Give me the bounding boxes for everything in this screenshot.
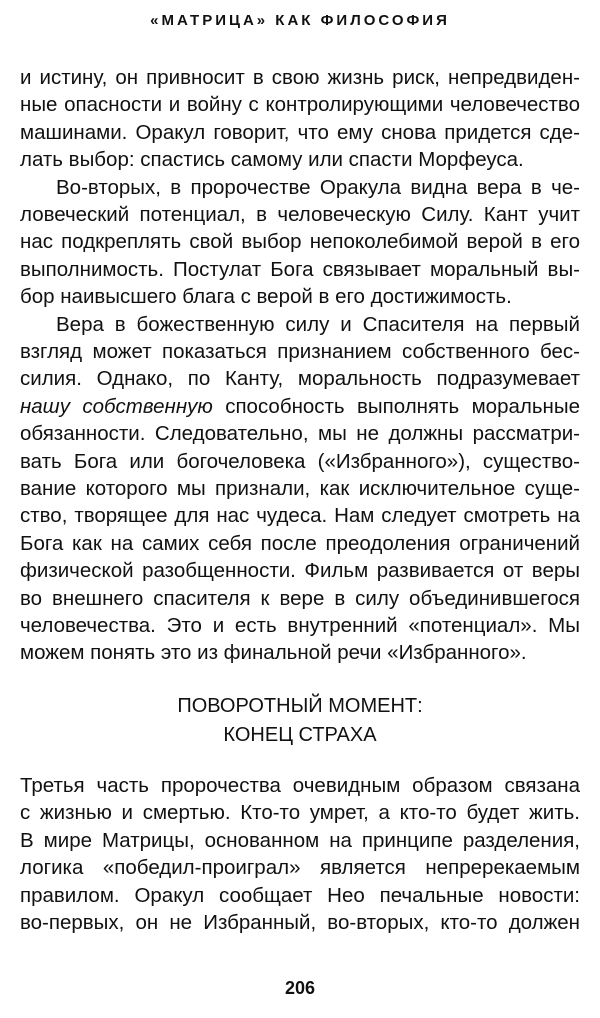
text-line: с жизнью и смертью. Кто-то умрет, а кто-то будет жить. bbox=[20, 801, 580, 825]
text-line: логика «победил-проиграл» является непререкаемым bbox=[20, 856, 580, 880]
text-line: во внешнего спасителя к вере в силу объединившегося bbox=[20, 586, 580, 610]
text-line: взгляд может показаться признанием собственного бес- bbox=[20, 339, 580, 363]
section-heading-line-1: ПОВОРОТНЫЙ МОМЕНТ: bbox=[177, 695, 423, 717]
paragraph-3 bbox=[20, 311, 580, 667]
text-line: машинами. Оракул говорит, что ему снова придется сде- bbox=[20, 120, 580, 144]
text-line: ство, творящее для нас чудеса. Нам следует смотреть на bbox=[20, 504, 580, 528]
paragraph-2 bbox=[20, 174, 580, 311]
text-fragment: способность выполнять моральные bbox=[212, 394, 580, 418]
text-line: нас подкреплять свой выбор непоколебимой верой в его bbox=[20, 230, 580, 254]
text-line: обязанности. Следовательно, мы не должны рассматри- bbox=[20, 422, 580, 446]
text-line: В мире Матрицы, основанном на принципе разделения, bbox=[20, 828, 580, 852]
paragraph-1 bbox=[20, 64, 580, 174]
running-head: «МАТРИЦА» КАК ФИЛОСОФИЯ bbox=[150, 12, 450, 29]
text-line: лать выбор: спастись самому или спасти Морфеуса. bbox=[20, 148, 524, 172]
text-line: Вера в божественную силу и Спасителя на первый bbox=[56, 312, 580, 336]
text-line: Бога как на самих себя после преодоления ограничений bbox=[20, 531, 580, 555]
section-heading-line-2: КОНЕЦ СТРАХА bbox=[223, 724, 377, 746]
text-line: и истину, он привносит в свою жизнь риск, непредвиден- bbox=[20, 66, 580, 89]
text-line bbox=[20, 393, 580, 420]
text-line: ловеческий потенциал, в человеческую Силу. Кант учит bbox=[20, 202, 580, 226]
text-line: можем понять это из финальной речи «Избранного». bbox=[20, 641, 527, 665]
text-line: вать Бога или богочеловека («Избранного»), существо- bbox=[20, 449, 580, 473]
page-number: 206 bbox=[284, 978, 316, 998]
section-heading bbox=[0, 692, 600, 750]
paragraph-4 bbox=[20, 772, 580, 936]
text-line: Третья часть пророчества очевидным образом связана bbox=[20, 774, 580, 797]
text-line: физической разобщенности. Фильм развивается от веры bbox=[20, 559, 580, 583]
text-line: во-первых, он не Избранный, во-вторых, кто-то должен bbox=[20, 910, 580, 934]
text-line: правилом. Оракул сообщает Нео печальные новости: bbox=[20, 883, 580, 907]
emphasized-text: нашу собственную bbox=[20, 394, 213, 418]
text-line: вание которого мы признали, как исключительное суще- bbox=[20, 476, 580, 500]
text-line: выполнимость. Постулат Бога связывает моральный вы- bbox=[20, 257, 580, 281]
text-line: человечества. Это и есть внутренний «потенциал». Мы bbox=[20, 613, 580, 637]
text-line: бор наивысшего блага с верой в его достижимость. bbox=[20, 285, 512, 309]
text-line: ные опасности и войну с контролирующими человечество bbox=[20, 93, 580, 117]
text-line: Во-вторых, в пророчестве Оракула видна вера в че- bbox=[56, 175, 580, 199]
text-line: силия. Однако, по Канту, моральность подразумевает bbox=[20, 367, 580, 391]
